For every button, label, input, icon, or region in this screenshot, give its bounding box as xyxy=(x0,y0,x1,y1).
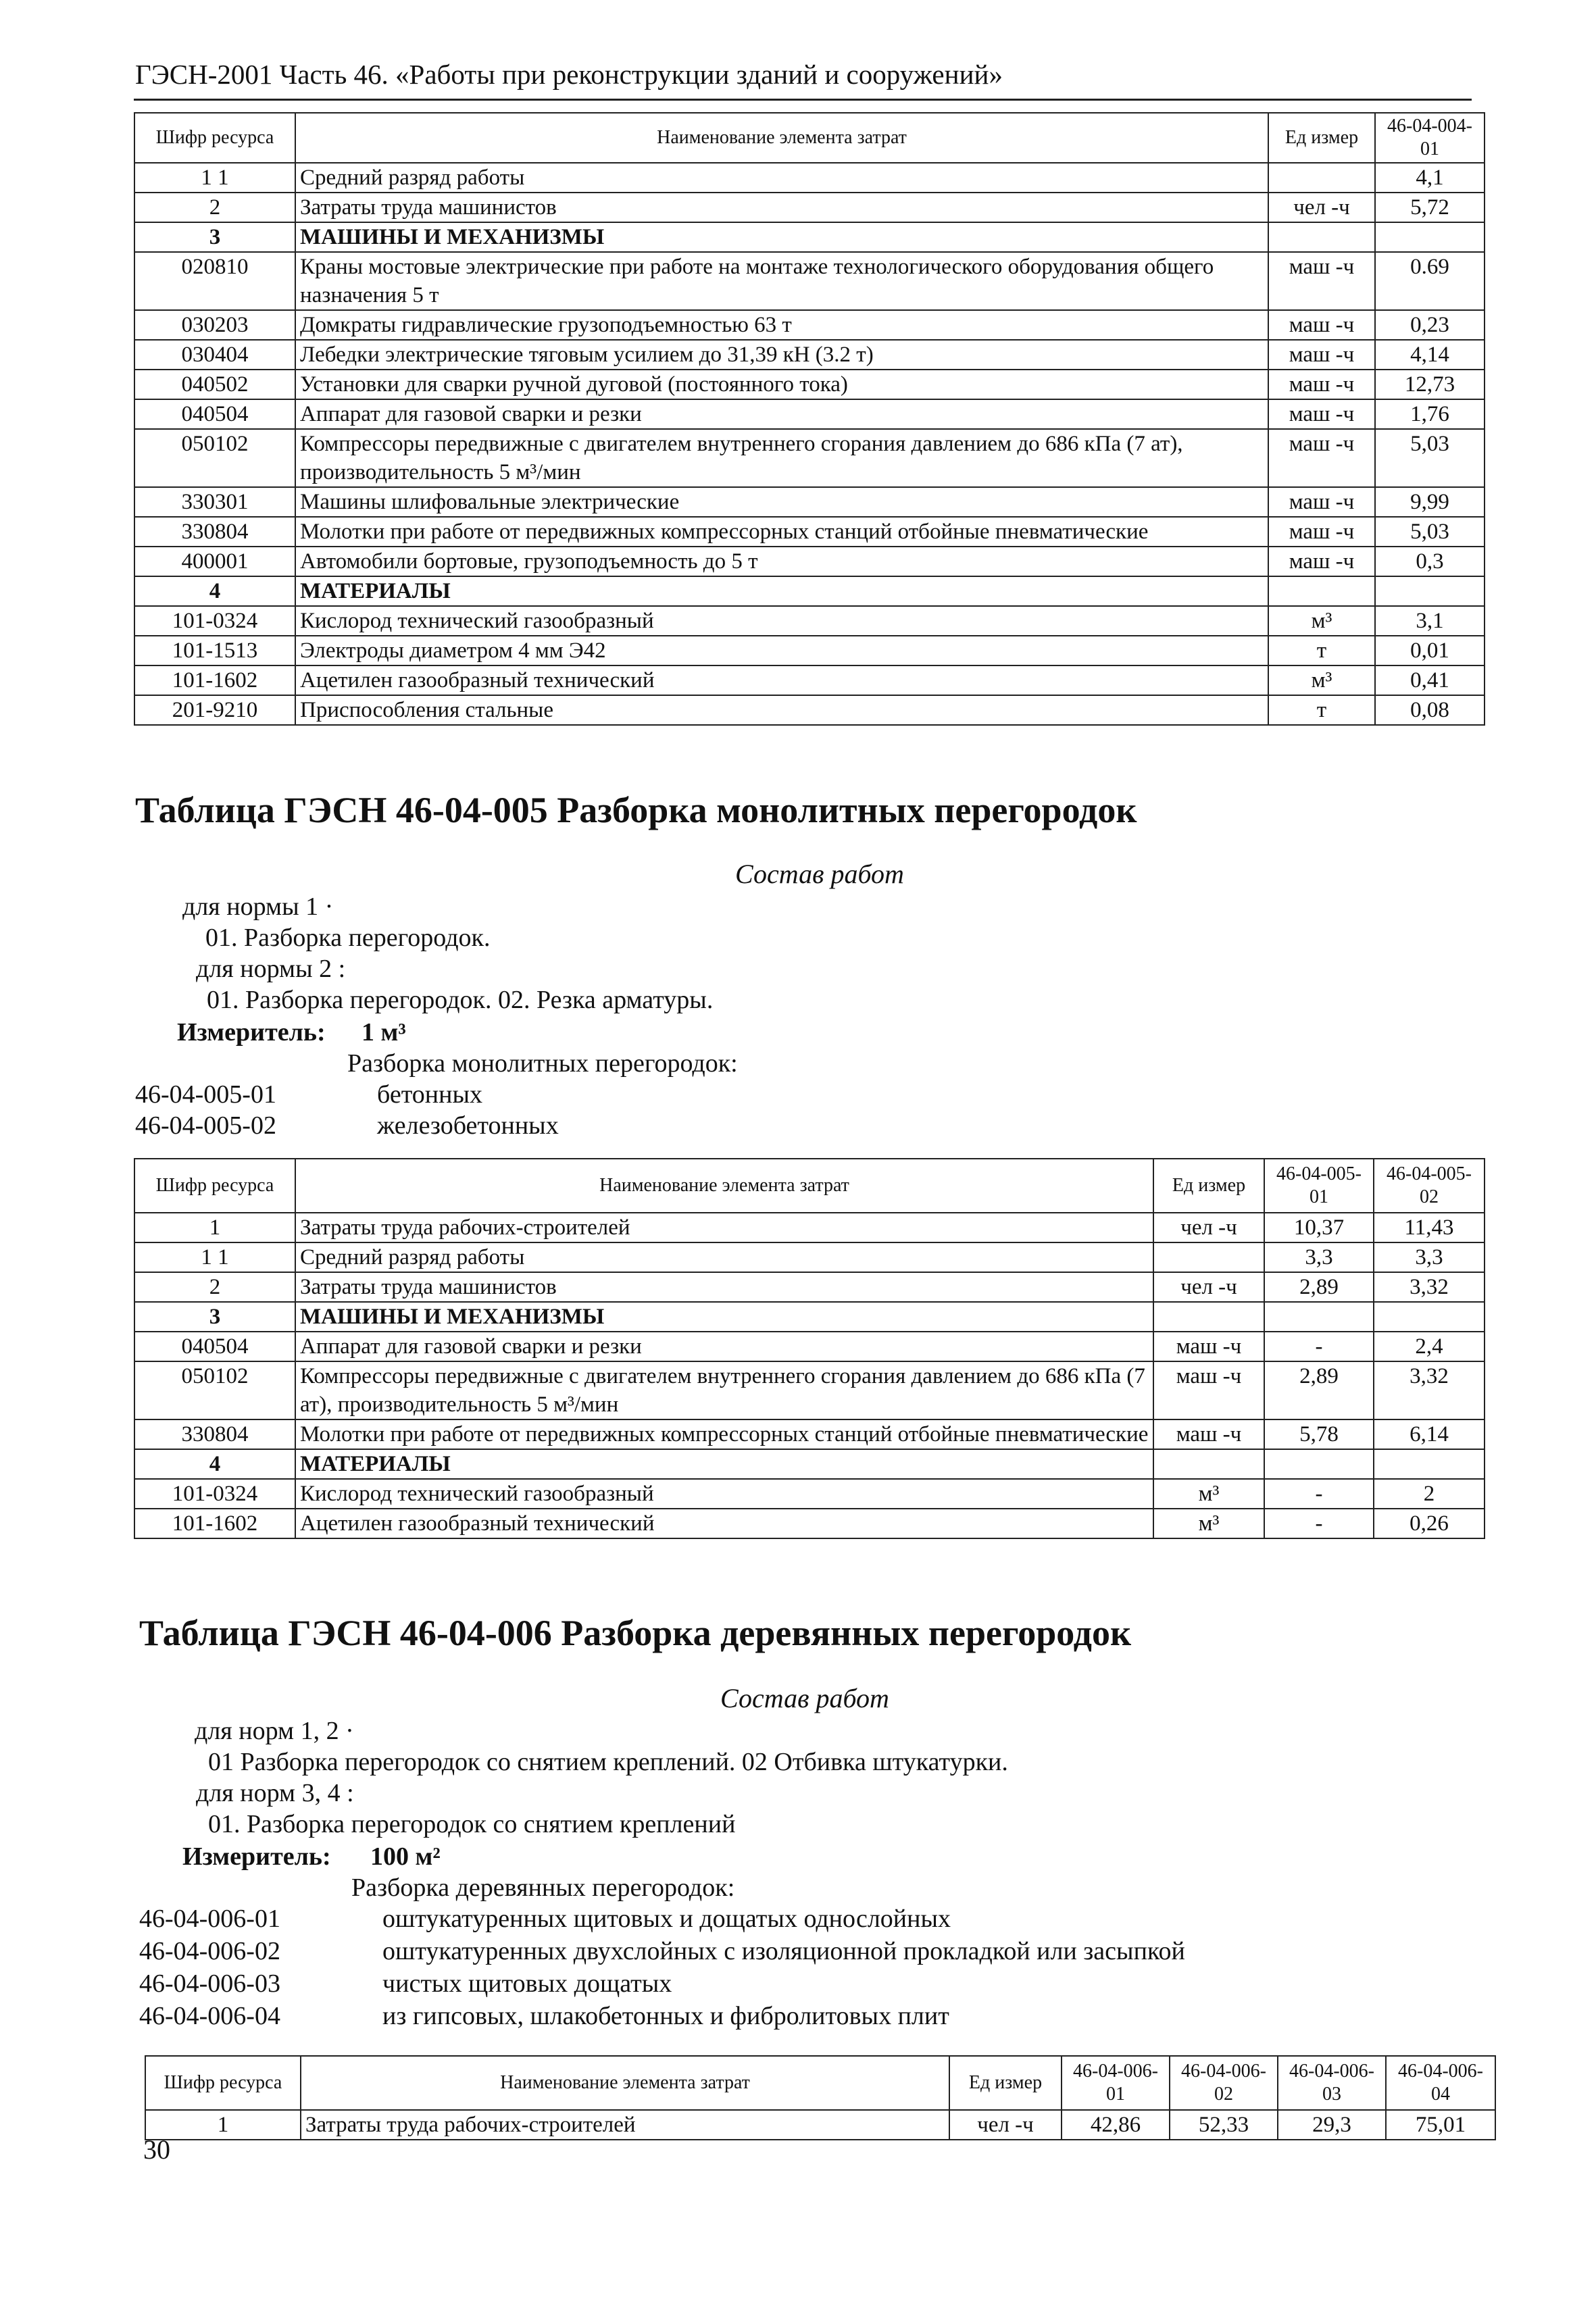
cell-cost-element: Домкраты гидравлические грузоподъемностью 63 т xyxy=(295,310,1268,340)
cell-cost-element: Краны мостовые электрические при работе на монтаже технологического оборудования общего назначения 5 т xyxy=(295,252,1268,310)
cell-value-2: 2,4 xyxy=(1374,1332,1485,1361)
cell-unit: чел -ч xyxy=(1268,193,1375,222)
cell-resource-code: 3 xyxy=(134,1302,295,1332)
table-row xyxy=(134,252,1485,310)
cell-cost-element: Электроды диаметром 4 мм Э42 xyxy=(295,636,1268,665)
table-row xyxy=(134,1419,1485,1449)
table-row xyxy=(134,1361,1485,1419)
cell-value-1: 1,76 xyxy=(1375,399,1485,429)
cell-resource-code: 2 xyxy=(134,193,295,222)
cell-value-1: 0.69 xyxy=(1375,252,1485,310)
table3-body xyxy=(145,2110,1495,2140)
col-header-name: Наименование элемента затрат xyxy=(301,2056,949,2110)
table-row xyxy=(134,1332,1485,1361)
section3-norm-code-3: 46-04-006-03 xyxy=(139,1969,280,1998)
cell-value-1: 10,37 xyxy=(1264,1213,1374,1242)
section3-title: Таблица ГЭСН 46-04-006 Разборка деревянных перегородок xyxy=(139,1613,1132,1653)
cell-value-1: 2,89 xyxy=(1264,1272,1374,1302)
col-header-code: Шифр ресурса xyxy=(134,1159,295,1213)
cell-unit: м³ xyxy=(1153,1509,1264,1538)
cell-unit: маш -ч xyxy=(1268,340,1375,370)
cell-resource-code: 030203 xyxy=(134,310,295,340)
section2-norm-text-1: бетонных xyxy=(377,1080,483,1109)
table-row xyxy=(134,695,1485,725)
cell-cost-element: Машины шлифовальные электрические xyxy=(295,487,1268,517)
cell-value-1: 4,1 xyxy=(1375,163,1485,193)
cell-unit: маш -ч xyxy=(1268,547,1375,576)
cell-value-1: 3,3 xyxy=(1264,1242,1374,1272)
cell-value-1: 5,72 xyxy=(1375,193,1485,222)
cell-value-2 xyxy=(1374,1449,1485,1479)
cell-unit: чел -ч xyxy=(1153,1272,1264,1302)
cell-resource-code: 1 xyxy=(145,2110,301,2140)
cell-cost-element: Лебедки электрические тяговым усилием до 31,39 кН (3.2 т) xyxy=(295,340,1268,370)
cell-resource-code: 4 xyxy=(134,1449,295,1479)
table-row xyxy=(134,370,1485,399)
cell-cost-element: Затраты труда рабочих-строителей xyxy=(295,1213,1153,1242)
table-46-04-005 xyxy=(134,1158,1485,1539)
page-header: ГЭСН-2001 Часть 46. «Работы при реконструкции зданий и сооружений» xyxy=(135,59,1003,90)
cell-cost-element: Компрессоры передвижные с двигателем внутреннего сгорания давлением до 686 кПа (7 ат), производительность 5 м³/мин xyxy=(295,429,1268,487)
cell-cost-element: Кислород технический газообразный xyxy=(295,606,1268,636)
cell-value-1: 3,1 xyxy=(1375,606,1485,636)
section2-norm-text-2: железобетонных xyxy=(377,1111,559,1140)
cell-cost-element: Ацетилен газообразный технический xyxy=(295,665,1268,695)
col-header-name: Наименование элемента затрат xyxy=(295,1159,1153,1213)
cell-unit: маш -ч xyxy=(1268,399,1375,429)
cell-unit: маш -ч xyxy=(1268,310,1375,340)
cell-unit: маш -ч xyxy=(1268,429,1375,487)
cell-resource-code: 101-0324 xyxy=(134,1479,295,1509)
cell-value-1: 0,41 xyxy=(1375,665,1485,695)
section2-line-4: 01. Разборка перегородок. 02. Резка арматуры. xyxy=(207,986,714,1014)
cell-value-1: - xyxy=(1264,1479,1374,1509)
cell-unit: чел -ч xyxy=(949,2110,1062,2140)
cell-unit: маш -ч xyxy=(1268,370,1375,399)
cell-resource-code: 1 xyxy=(134,1213,295,1242)
table-row xyxy=(134,163,1485,193)
table-row xyxy=(134,1479,1485,1509)
col-header-norm-01: 46-04-006-01 xyxy=(1062,2056,1170,2110)
col-header-norm-02: 46-04-006-02 xyxy=(1170,2056,1278,2110)
col-header-norm-01: 46-04-005-01 xyxy=(1264,1159,1374,1213)
cell-value-1: 12,73 xyxy=(1375,370,1485,399)
cell-value-4: 75,01 xyxy=(1386,2110,1495,2140)
cell-resource-code: 201-9210 xyxy=(134,695,295,725)
cell-unit: м³ xyxy=(1153,1479,1264,1509)
cell-resource-code: 040504 xyxy=(134,1332,295,1361)
cell-unit: м³ xyxy=(1268,606,1375,636)
section2-line-3: для нормы 2 : xyxy=(196,955,346,983)
cell-value-2: 2 xyxy=(1374,1479,1485,1509)
section2-title: Таблица ГЭСН 46-04-005 Разборка монолитных перегородок xyxy=(135,790,1137,830)
cell-value-2 xyxy=(1374,1302,1485,1332)
cell-unit xyxy=(1153,1242,1264,1272)
cell-unit: маш -ч xyxy=(1153,1361,1264,1419)
header-rule xyxy=(134,99,1472,101)
col-header-unit: Ед измер xyxy=(949,2056,1062,2110)
section3-line-2: 01 Разборка перегородок со снятием креплений. 02 Отбивка штукатурки. xyxy=(208,1748,1008,1776)
cell-cost-element: Затраты труда машинистов xyxy=(295,1272,1153,1302)
cell-value-3: 29,3 xyxy=(1278,2110,1386,2140)
cell-resource-code: 400001 xyxy=(134,547,295,576)
table-row xyxy=(134,340,1485,370)
cell-resource-code: 330301 xyxy=(134,487,295,517)
section3-norm-text-4: из гипсовых, шлакобетонных и фибролитовых плит xyxy=(382,2002,949,2030)
table-row xyxy=(134,193,1485,222)
section3-line-4: 01. Разборка перегородок со снятием креплений xyxy=(208,1810,736,1838)
page-number: 30 xyxy=(143,2134,170,2165)
cell-resource-code: 3 xyxy=(134,222,295,252)
table-row xyxy=(134,487,1485,517)
cell-value-2: 3,32 xyxy=(1374,1272,1485,1302)
cell-cost-element: Компрессоры передвижные с двигателем внутреннего сгорания давлением до 686 кПа (7 ат), производительность 5 м³/мин xyxy=(295,1361,1153,1419)
section3-measure-value: 100 м² xyxy=(370,1842,441,1871)
table-row xyxy=(145,2110,1495,2140)
section3-measure-label: Измеритель: xyxy=(182,1842,331,1871)
cell-cost-element: Средний разряд работы xyxy=(295,1242,1153,1272)
section3-norm-code-4: 46-04-006-04 xyxy=(139,2002,280,2030)
cell-resource-code: 2 xyxy=(134,1272,295,1302)
cell-resource-code: 4 xyxy=(134,576,295,606)
cell-resource-code: 330804 xyxy=(134,1419,295,1449)
cell-resource-code: 101-0324 xyxy=(134,606,295,636)
cell-cost-element: Аппарат для газовой сварки и резки xyxy=(295,1332,1153,1361)
cell-value-2: 6,14 xyxy=(1374,1419,1485,1449)
cell-cost-element: Кислород технический газообразный xyxy=(295,1479,1153,1509)
section2-measure-label: Измеритель: xyxy=(177,1018,326,1047)
section3-norm-code-1: 46-04-006-01 xyxy=(139,1905,280,1933)
cell-resource-code: 1 1 xyxy=(134,1242,295,1272)
table-row xyxy=(134,517,1485,547)
col-header-norm-03: 46-04-006-03 xyxy=(1278,2056,1386,2110)
col-header-code: Шифр ресурса xyxy=(145,2056,301,2110)
table-row xyxy=(134,429,1485,487)
table-row xyxy=(134,1242,1485,1272)
cell-cost-element: Приспособления стальные xyxy=(295,695,1268,725)
section3-norm-text-3: чистых щитовых дощатых xyxy=(382,1969,672,1998)
table-row xyxy=(134,1509,1485,1538)
cell-cost-element: Установки для сварки ручной дуговой (постоянного тока) xyxy=(295,370,1268,399)
section3-line-3: для норм 3, 4 : xyxy=(196,1779,354,1807)
cell-value-1: 5,03 xyxy=(1375,429,1485,487)
cell-value-1: 0,3 xyxy=(1375,547,1485,576)
cell-unit: т xyxy=(1268,695,1375,725)
cell-value-1: 5,03 xyxy=(1375,517,1485,547)
cell-value-2: 11,43 xyxy=(1374,1213,1485,1242)
cell-unit: маш -ч xyxy=(1153,1332,1264,1361)
section3-norm-text-2: оштукатуренных двухслойных с изоляционной прокладкой или засыпкой xyxy=(382,1937,1185,1965)
cell-resource-code: 050102 xyxy=(134,429,295,487)
cell-resource-code: 040502 xyxy=(134,370,295,399)
cell-value-1: - xyxy=(1264,1332,1374,1361)
cell-unit: т xyxy=(1268,636,1375,665)
table-46-04-006 xyxy=(145,2055,1496,2140)
cell-cost-element: Средний разряд работы xyxy=(295,163,1268,193)
cell-value-1: 2,89 xyxy=(1264,1361,1374,1419)
cell-value-1: 0,01 xyxy=(1375,636,1485,665)
cell-cost-element: МАТЕРИАЛЫ xyxy=(295,1449,1153,1479)
table-row xyxy=(134,1272,1485,1302)
cell-value-1: 42,86 xyxy=(1062,2110,1170,2140)
cell-resource-code: 050102 xyxy=(134,1361,295,1419)
table2-body xyxy=(134,1213,1485,1538)
cell-unit xyxy=(1153,1302,1264,1332)
cell-resource-code: 101-1513 xyxy=(134,636,295,665)
table-row xyxy=(134,547,1485,576)
cell-cost-element: МАШИНЫ И МЕХАНИЗМЫ xyxy=(295,1302,1153,1332)
cell-value-1: - xyxy=(1264,1509,1374,1538)
cell-value-1 xyxy=(1375,222,1485,252)
col-header-name: Наименование элемента затрат xyxy=(295,113,1268,163)
cell-value-2: 0,26 xyxy=(1374,1509,1485,1538)
col-header-unit: Ед измер xyxy=(1268,113,1375,163)
cell-value-1 xyxy=(1264,1302,1374,1332)
cell-resource-code: 040504 xyxy=(134,399,295,429)
cell-value-1: 5,78 xyxy=(1264,1419,1374,1449)
table-row xyxy=(134,665,1485,695)
cell-value-2: 3,3 xyxy=(1374,1242,1485,1272)
col-header-norm-04: 46-04-006-04 xyxy=(1386,2056,1495,2110)
table-46-04-004 xyxy=(134,112,1485,726)
section3-line-1: для норм 1, 2 · xyxy=(195,1717,354,1745)
cell-value-1 xyxy=(1264,1449,1374,1479)
cell-resource-code: 330804 xyxy=(134,517,295,547)
col-header-unit: Ед измер xyxy=(1153,1159,1264,1213)
cell-unit: чел -ч xyxy=(1153,1213,1264,1242)
table-row xyxy=(134,1449,1485,1479)
section2-norm-code-2: 46-04-005-02 xyxy=(135,1111,276,1140)
cell-value-2: 52,33 xyxy=(1170,2110,1278,2140)
table-row xyxy=(134,399,1485,429)
cell-cost-element: Аппарат для газовой сварки и резки xyxy=(295,399,1268,429)
cell-resource-code: 101-1602 xyxy=(134,665,295,695)
cell-unit xyxy=(1268,576,1375,606)
cell-cost-element: Ацетилен газообразный технический xyxy=(295,1509,1153,1538)
cell-value-1: 4,14 xyxy=(1375,340,1485,370)
cell-unit xyxy=(1268,163,1375,193)
cell-cost-element: Затраты труда машинистов xyxy=(295,193,1268,222)
section3-norm-code-2: 46-04-006-02 xyxy=(139,1937,280,1965)
section3-norm-text-1: оштукатуренных щитовых и дощатых однослойных xyxy=(382,1905,951,1933)
cell-unit: маш -ч xyxy=(1268,487,1375,517)
cell-resource-code: 030404 xyxy=(134,340,295,370)
cell-unit xyxy=(1153,1449,1264,1479)
cell-cost-element: МАТЕРИАЛЫ xyxy=(295,576,1268,606)
cell-value-1: 0,23 xyxy=(1375,310,1485,340)
cell-value-1: 9,99 xyxy=(1375,487,1485,517)
section3-group-title: Разборка деревянных перегородок: xyxy=(351,1873,735,1902)
cell-unit xyxy=(1268,222,1375,252)
cell-value-1: 0,08 xyxy=(1375,695,1485,725)
table-row xyxy=(134,1302,1485,1332)
cell-cost-element: Автомобили бортовые, грузоподъемность до 5 т xyxy=(295,547,1268,576)
cell-value-1 xyxy=(1375,576,1485,606)
table-row xyxy=(134,310,1485,340)
col-header-norm-02: 46-04-005-02 xyxy=(1374,1159,1485,1213)
cell-unit: маш -ч xyxy=(1268,252,1375,310)
cell-cost-element: Молотки при работе от передвижных компрессорных станций отбойные пневматические xyxy=(295,517,1268,547)
cell-unit: маш -ч xyxy=(1153,1419,1264,1449)
cell-cost-element: Затраты труда рабочих-строителей xyxy=(301,2110,949,2140)
section2-subtitle: Состав работ xyxy=(735,859,904,889)
section2-group-title: Разборка монолитных перегородок: xyxy=(347,1049,738,1078)
cell-unit: м³ xyxy=(1268,665,1375,695)
table-row xyxy=(134,606,1485,636)
cell-cost-element: МАШИНЫ И МЕХАНИЗМЫ xyxy=(295,222,1268,252)
cell-value-2: 3,32 xyxy=(1374,1361,1485,1419)
section2-line-2: 01. Разборка перегородок. xyxy=(205,924,491,952)
col-header-norm-01: 46-04-004-01 xyxy=(1375,113,1485,163)
cell-resource-code: 1 1 xyxy=(134,163,295,193)
cell-resource-code: 101-1602 xyxy=(134,1509,295,1538)
section2-measure-value: 1 м³ xyxy=(361,1018,406,1047)
table-row xyxy=(134,636,1485,665)
table-row xyxy=(134,222,1485,252)
table1-body xyxy=(134,163,1485,725)
cell-unit: маш -ч xyxy=(1268,517,1375,547)
cell-cost-element: Молотки при работе от передвижных компрессорных станций отбойные пневматические xyxy=(295,1419,1153,1449)
section3-subtitle: Состав работ xyxy=(720,1683,889,1713)
col-header-code: Шифр ресурса xyxy=(134,113,295,163)
table-row xyxy=(134,576,1485,606)
section2-line-1: для нормы 1 · xyxy=(182,892,334,921)
cell-resource-code: 020810 xyxy=(134,252,295,310)
section2-norm-code-1: 46-04-005-01 xyxy=(135,1080,276,1109)
table-row xyxy=(134,1213,1485,1242)
